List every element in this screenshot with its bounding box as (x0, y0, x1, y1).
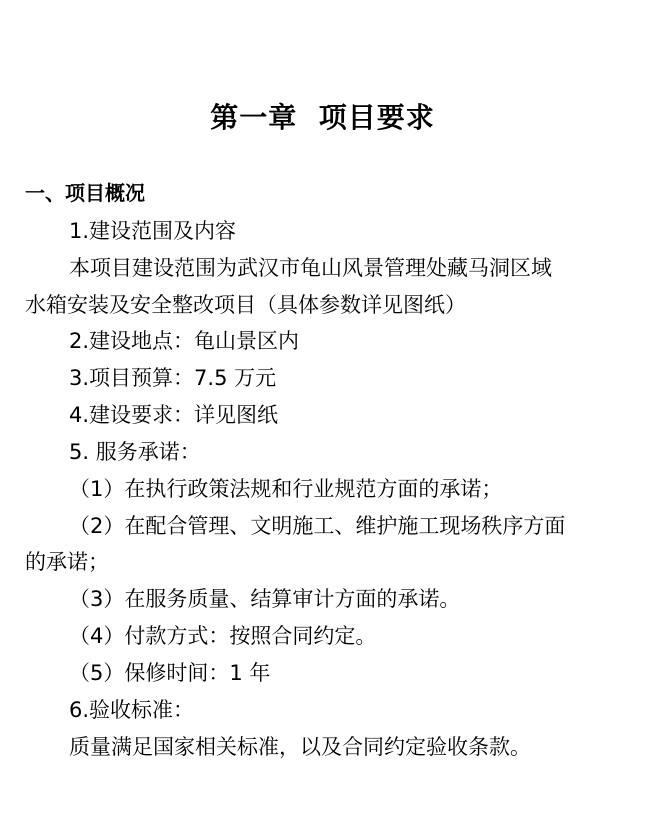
scope-paragraph-line-2: 水箱安装及安全整改项目（具体参数详见图纸） (25, 293, 466, 317)
commitment-1: （1）在执行政策法规和行业规范方面的承诺； (69, 477, 503, 501)
commitment-4: （4）付款方式：按照合同约定。 (69, 624, 377, 648)
item-4-requirements: 4.建设要求：详见图纸 (69, 403, 279, 427)
item-2-location: 2.建设地点：龟山景区内 (69, 329, 300, 353)
item-5-heading: 5. 服务承诺： (69, 440, 201, 464)
commitment-2-line-1: （2）在配合管理、文明施工、维护施工现场秩序方面 (69, 514, 566, 538)
item-3-budget: 3.项目预算：7.5 万元 (69, 366, 277, 390)
chapter-title: 第一章 项目要求 (210, 101, 435, 134)
acceptance-paragraph: 质量满足国家相关标准，以及合同约定验收条款。 (69, 735, 531, 759)
commitment-2-line-2: 的承诺； (25, 550, 109, 574)
scope-paragraph-line-1: 本项目建设范围为武汉市龟山风景管理处藏马洞区域 (69, 256, 552, 280)
section-heading: 一、项目概况 (25, 181, 145, 205)
item-1-heading: 1.建设范围及内容 (69, 219, 237, 243)
commitment-3: （3）在服务质量、结算审计方面的承诺。 (69, 587, 461, 611)
commitment-5: （5）保修时间：1 年 (69, 661, 271, 685)
item-6-heading: 6.验收标准： (69, 698, 195, 722)
